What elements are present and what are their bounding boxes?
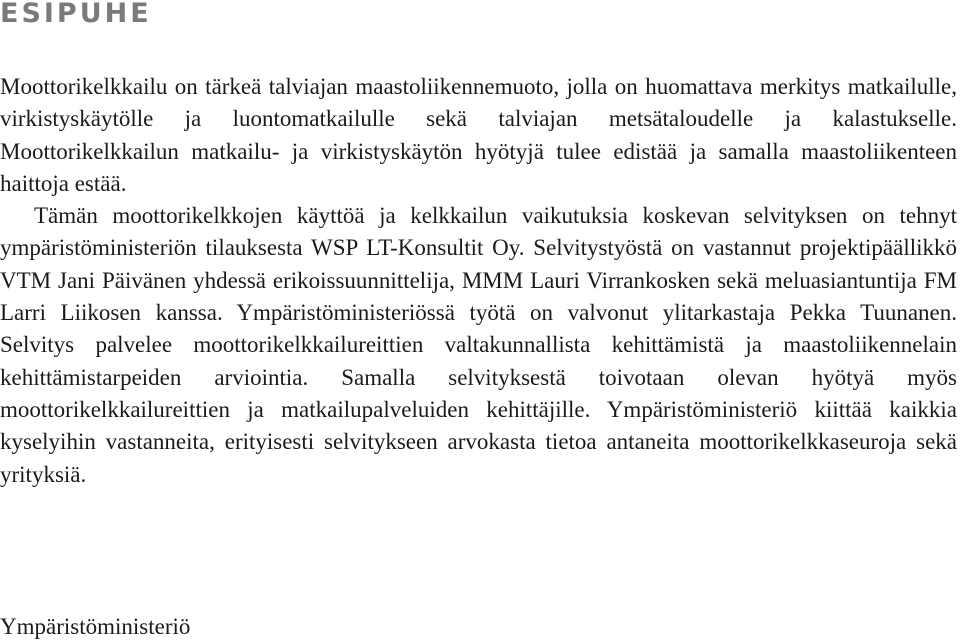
preface-paragraph-2: Tämän moottorikelkkojen käyttöä ja kelkkailun vaikutuksia koskevan selvityksen on tehnyt ympäristöministeriön tilauksesta WSP LT-Konsultit Oy. Selvitystyöstä on vastannut projektipäällikkö VTM Jani Päivänen yhdessä erikoissuunnittelija, MMM Lauri Virrankosken sekä meluasiantuntija FM Larri Liikosen kanssa. Ympäristöministeriössä työtä on valvonut ylitarkastaja Pekka Tuunanen. Selvitys palvelee moottorikelkkailureittien valtakunnallista kehittämistä ja maastoliikennelain kehittämistarpeiden arviointia. Samalla selvityksestä toivotaan olevan hyötyä myös moottorikelkkailureittien ja matkailupalveluiden kehittäjille. Ympäristöministeriö kiittää kaikkia kyselyihin vastanneita, erityisesti selvitykseen arvokasta tietoa antaneita moottorikelkkaseuroja sekä yrityksiä. xyxy=(0,203,957,487)
signature: Ympäristöministeriö xyxy=(0,614,191,639)
preface-paragraph-1: Moottorikelkkailu on tärkeä talviajan maastoliikennemuoto, jolla on huomattava merkitys matkailulle, virkistyskäytölle ja luontomatkailulle sekä talviajan metsätaloudelle ja kalastukselle. Moottorikelkkailun matkailu- ja virkistyskäytön hyötyjä tulee edistää ja samalla maastoliikenteen haittoja estää. xyxy=(0,74,957,196)
page-heading: ESIPUHE xyxy=(0,0,152,29)
preface-body xyxy=(0,71,957,491)
